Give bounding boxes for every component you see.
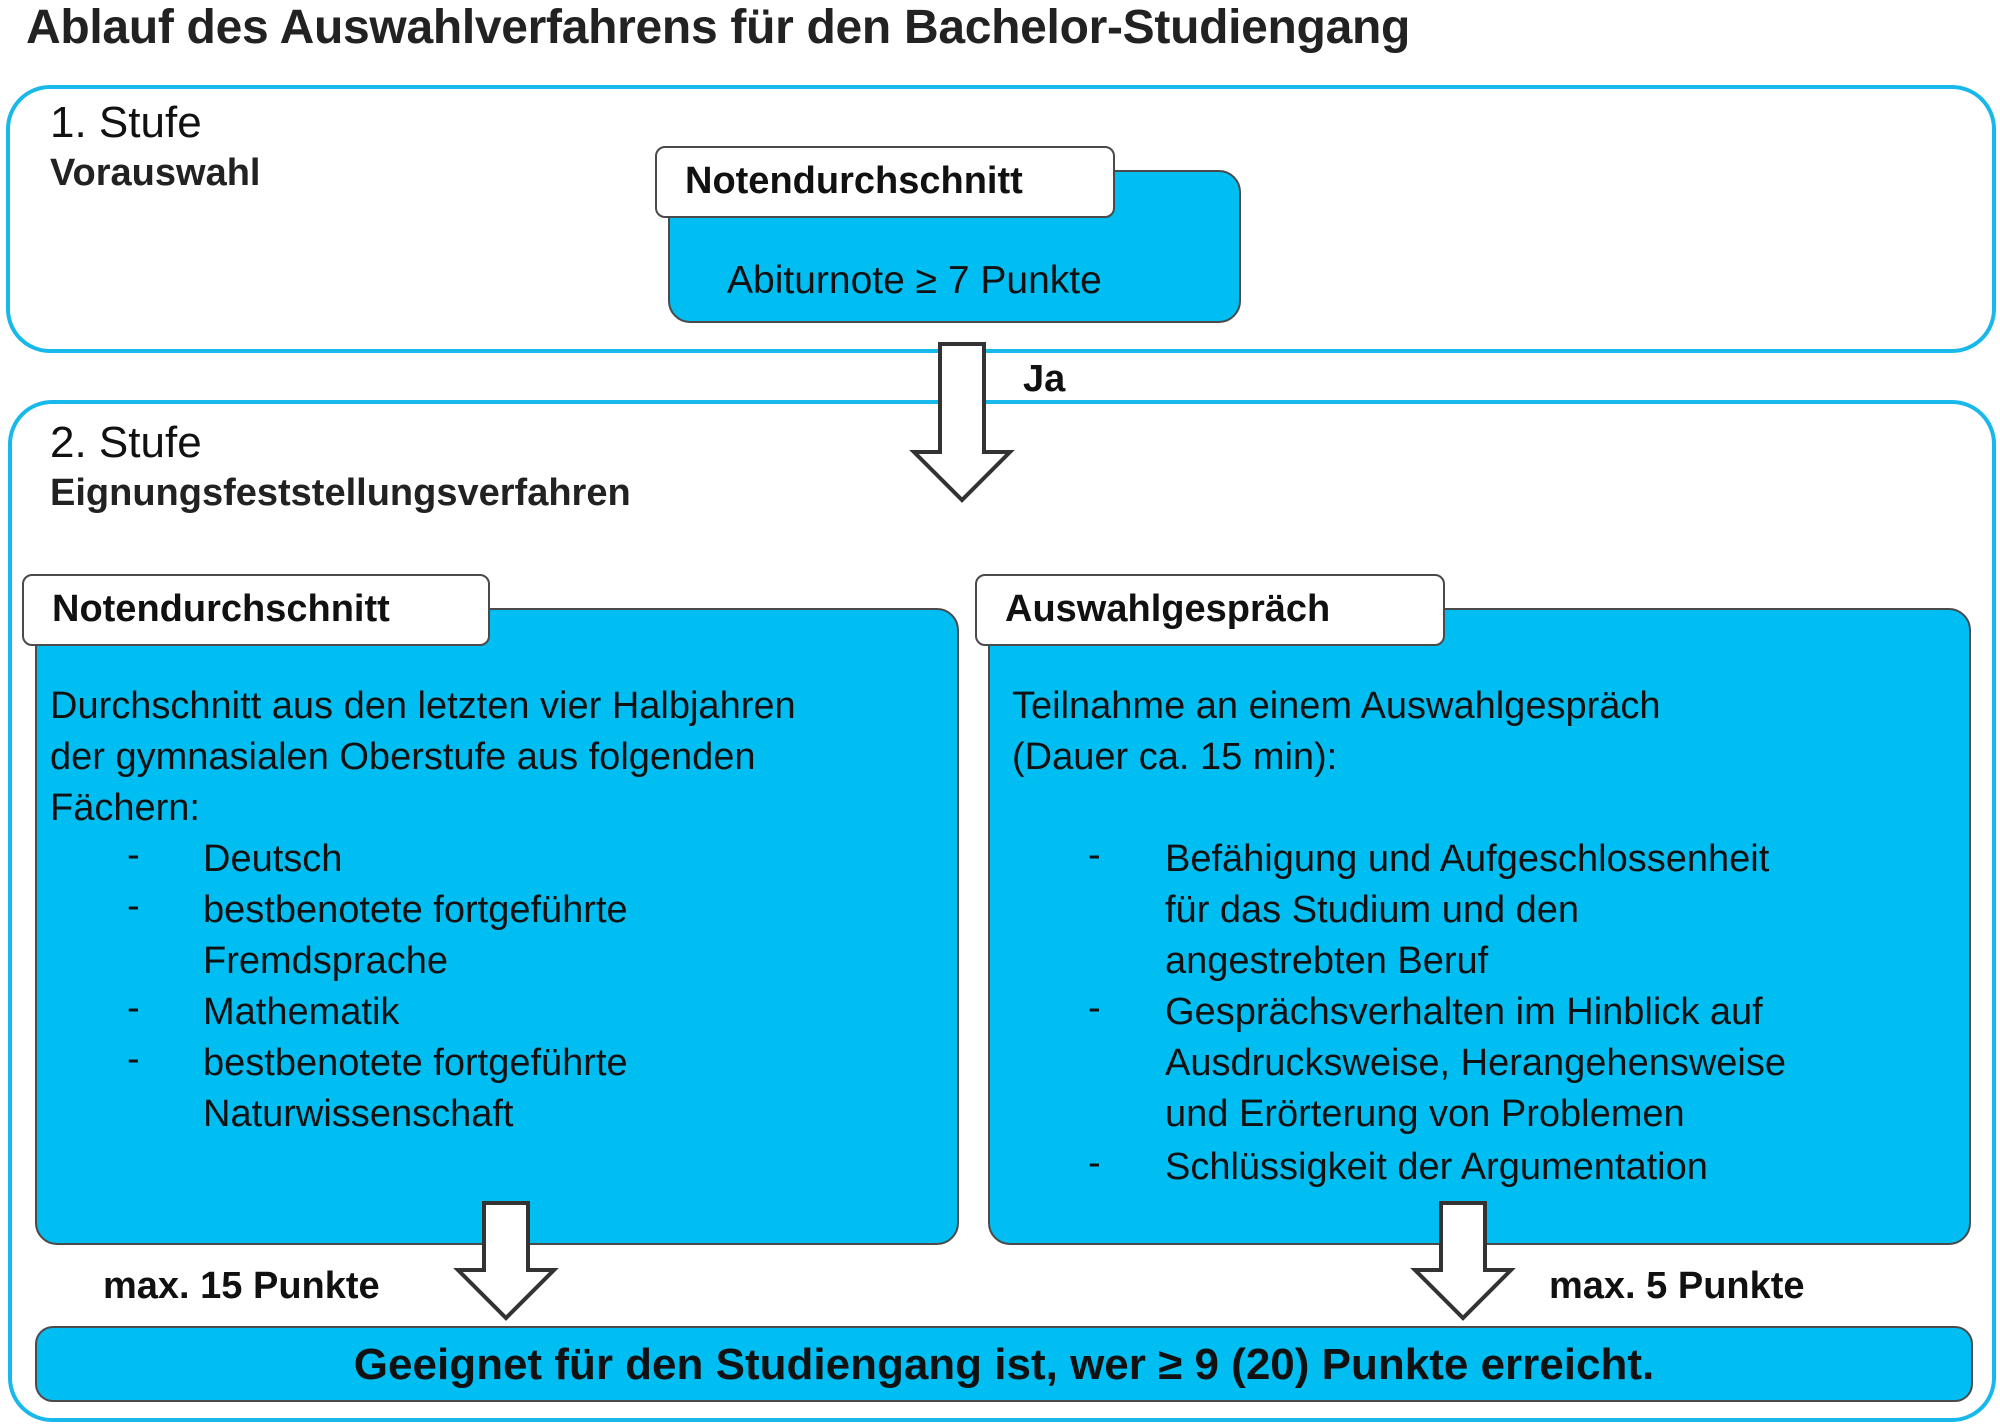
criterion-item-continued: Ausdrucksweise, Herangehensweise — [1165, 1042, 1786, 1084]
criterion-item: Schlüssigkeit der Argumentation — [1165, 1146, 1708, 1188]
grade-average-intro-3: Fächern: — [50, 787, 200, 829]
interview-intro-1: Teilnahme an einem Auswahlgespräch — [1012, 685, 1661, 727]
interview-label-tab: Auswahlgespräch — [975, 574, 1445, 646]
subject-item: bestbenotete fortgeführte — [203, 889, 628, 931]
criterion-item-continued: und Erörterung von Problemen — [1165, 1093, 1685, 1135]
criterion-item-continued: für das Studium und den — [1165, 889, 1580, 931]
interview-intro-2: (Dauer ca. 15 min): — [1012, 736, 1338, 778]
down-arrow-icon — [456, 1200, 556, 1322]
subject-item: Deutsch — [203, 838, 343, 880]
down-arrow-icon — [1413, 1200, 1513, 1322]
max-points-grades: max. 15 Punkte — [103, 1265, 380, 1307]
criterion-item-continued: angestrebten Beruf — [1165, 940, 1489, 982]
stage-2-number: 2. Stufe — [50, 418, 202, 467]
subject-item-continued: Fremdsprache — [203, 940, 448, 982]
connector-label: Ja — [1023, 358, 1066, 400]
list-marker: - — [1088, 834, 1101, 876]
max-points-interview: max. 5 Punkte — [1549, 1265, 1805, 1307]
list-marker: - — [127, 834, 140, 876]
list-marker: - — [1088, 987, 1101, 1029]
subject-item: bestbenotete fortgeführte — [203, 1042, 628, 1084]
list-marker: - — [127, 987, 140, 1029]
stage-1-number: 1. Stufe — [50, 98, 202, 147]
stage-1-name: Vorauswahl — [50, 152, 261, 194]
subject-item-continued: Naturwissenschaft — [203, 1093, 514, 1135]
criterion-item: Gesprächsverhalten im Hinblick auf — [1165, 991, 1763, 1033]
stage-1-label-tab: Notendurchschnitt — [655, 146, 1115, 218]
criterion-item: Befähigung und Aufgeschlossenheit — [1165, 838, 1770, 880]
result-text: Geeignet für den Studiengang ist, wer ≥ 9 (20) Punkte erreicht. — [353, 1340, 1655, 1389]
down-arrow-icon — [912, 340, 1012, 505]
grade-average-intro-2: der gymnasialen Oberstufe aus folgenden — [50, 736, 756, 778]
subject-item: Mathematik — [203, 991, 400, 1033]
page-title: Ablauf des Auswahlverfahrens für den Bachelor-Studiengang — [26, 1, 1411, 54]
list-marker: - — [1088, 1142, 1101, 1184]
grade-average-label-tab: Notendurchschnitt — [22, 574, 490, 646]
stage-1-criterion: Abiturnote ≥ 7 Punkte — [727, 259, 1102, 302]
list-marker: - — [127, 885, 140, 927]
list-marker: - — [127, 1038, 140, 1080]
grade-average-intro-1: Durchschnitt aus den letzten vier Halbjahren — [50, 685, 796, 727]
stage-2-name: Eignungsfeststellungsverfahren — [50, 472, 631, 514]
